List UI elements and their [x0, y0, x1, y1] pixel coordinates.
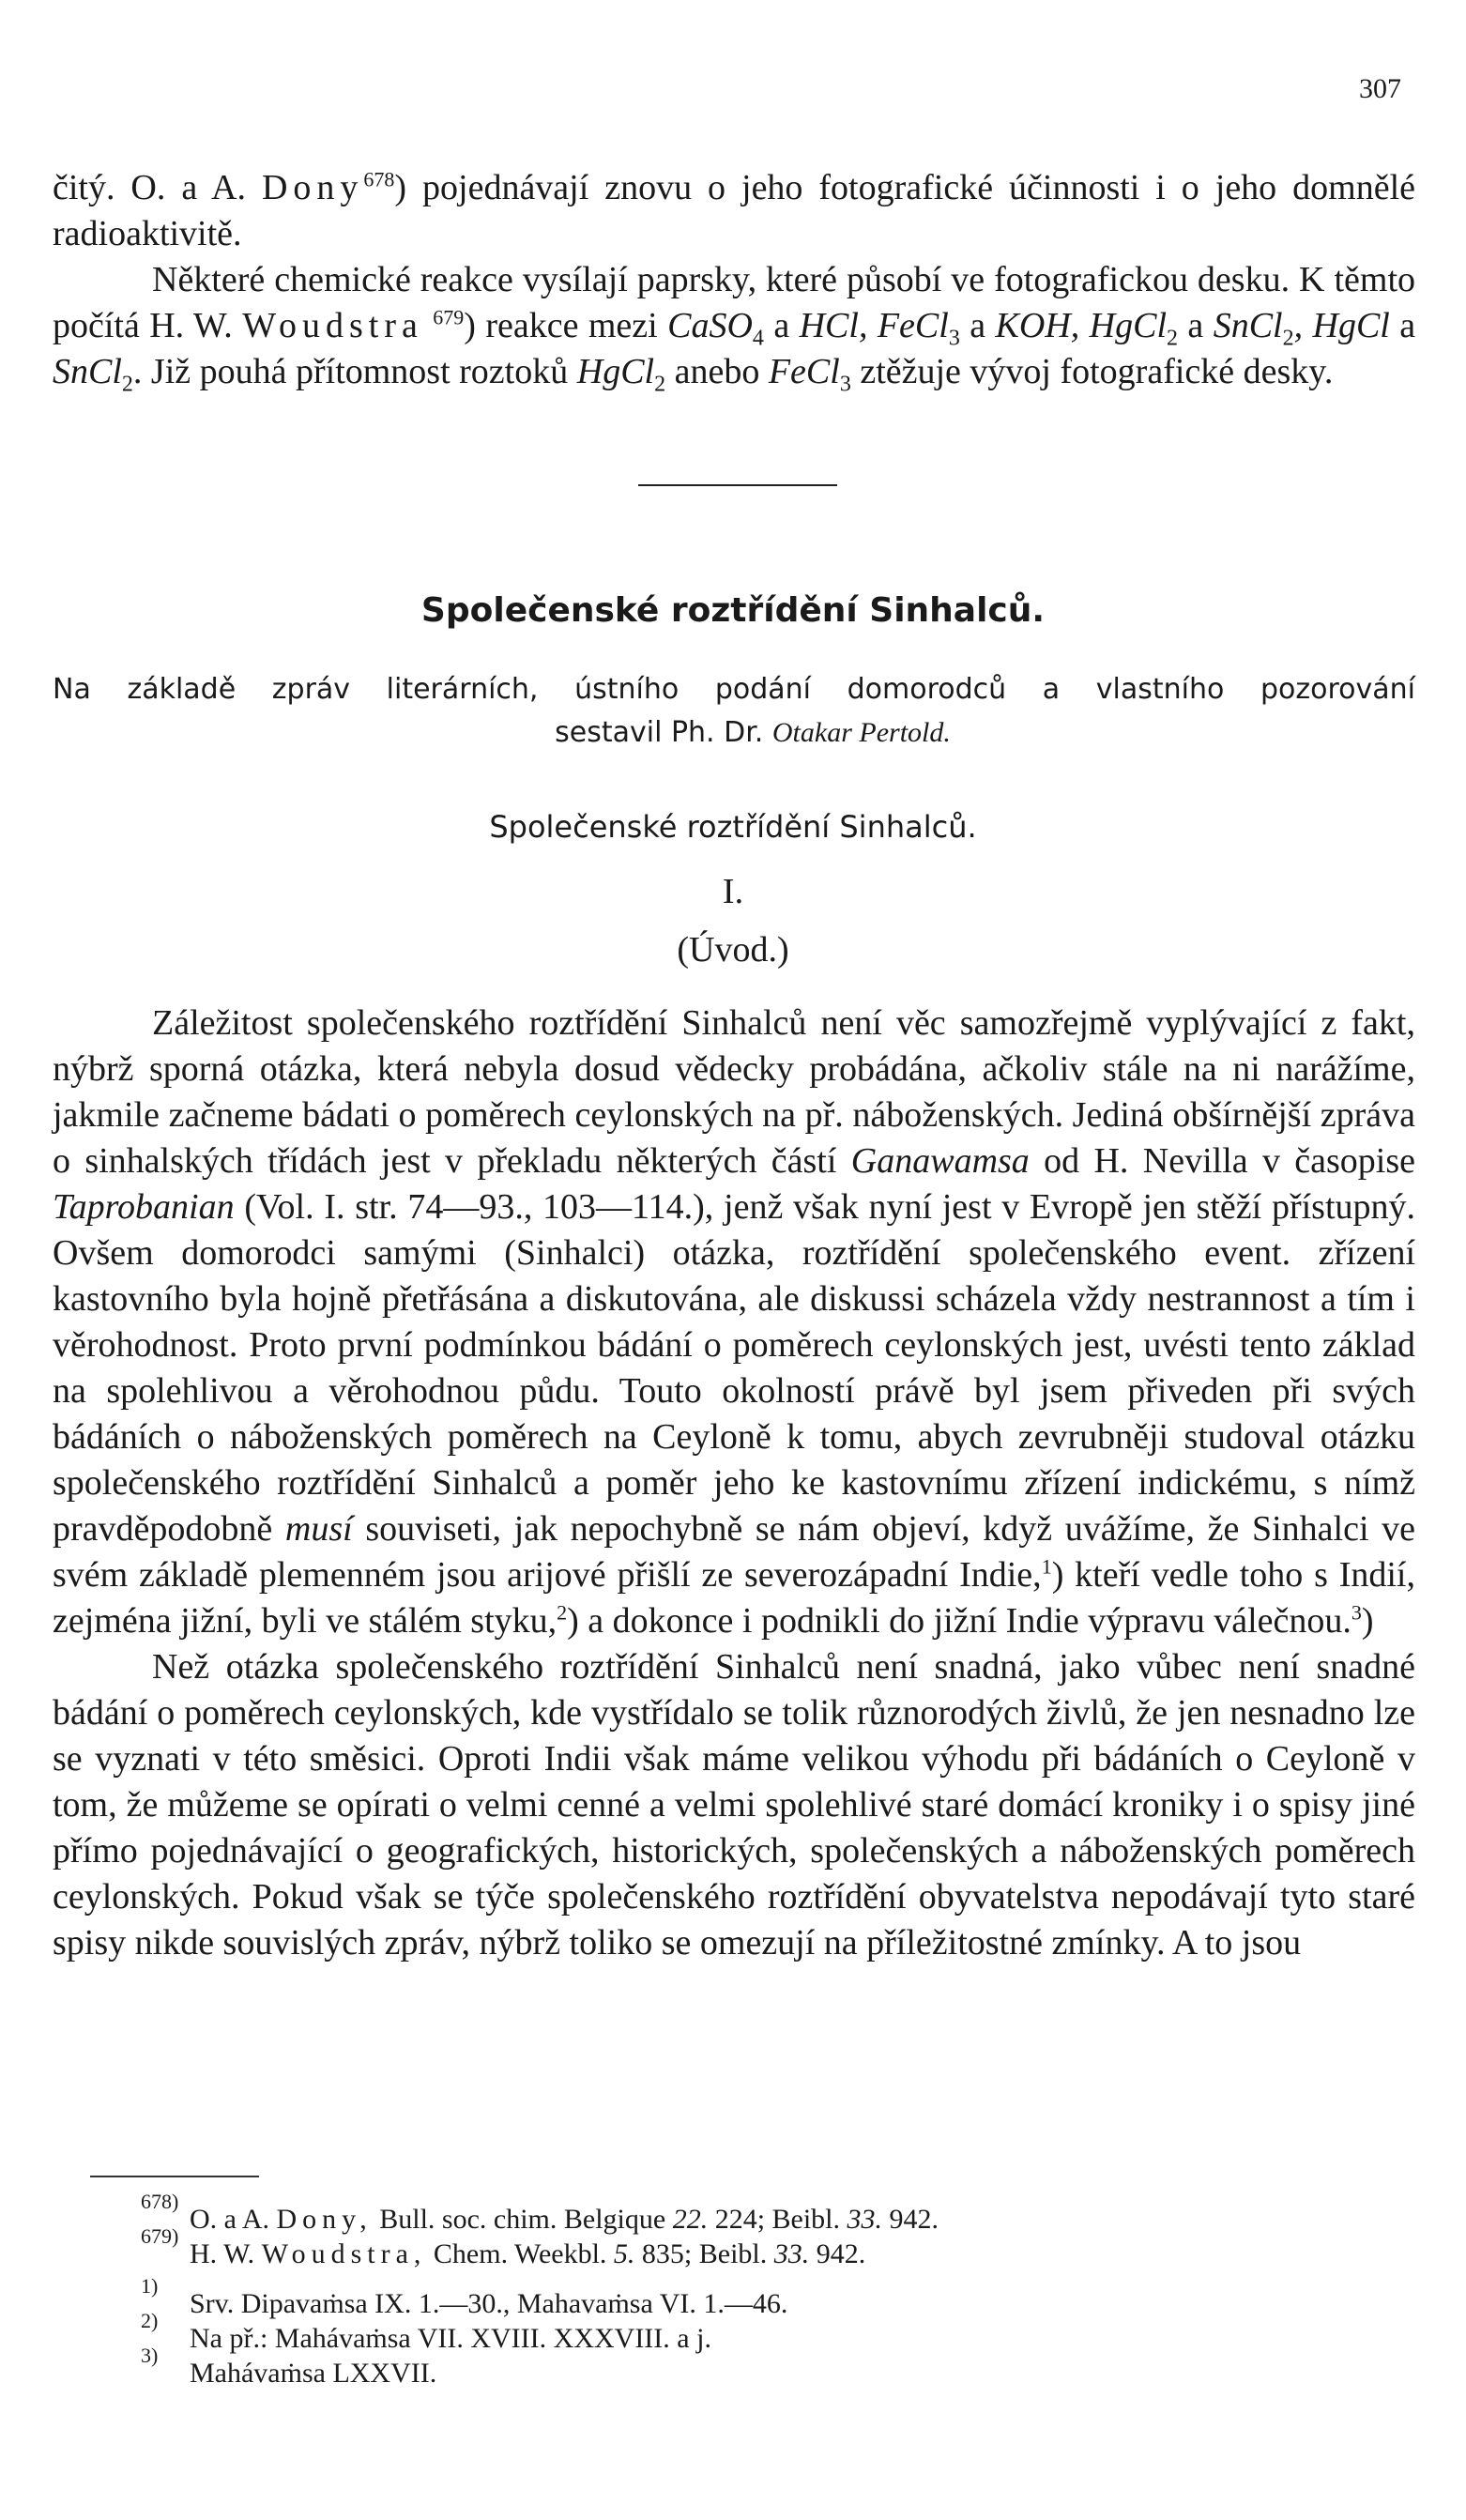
article-body	[53, 1000, 1415, 1966]
article-subtitle: Společenské roztřídění Sinhalců.	[489, 809, 977, 845]
intro-paragraph-2: Některé chemické reakce vysílají paprsky, které působí ve fotografickou desku. K těmto počítá H. W. Woudstra $^{679}$) reakce mezi CaSO$_4$ a HCl, FeCl$_3$ a KOH, HgCl$_2$ a SnCl$_2$, HgCl a SnCl$_2$. Již pouhá přítomnost roztoků HgCl$_2$ anebo FeCl$_3$ ztěžuje vývoj fotografické desky.	[53, 260, 1416, 397]
footnote-divider	[90, 2176, 259, 2177]
footnote-1: 1) Srv. Dipavaṁsa IX. 1.—30., Mahavaṁsa VI. 1.—46.	[141, 2274, 788, 2319]
intro-paragraph-1: čitý. O. a A. Dony$^{678}$) pojednávají znovu o jeho fotografické účinnosti i o jeho domnělé radioaktivitě.	[53, 167, 1415, 253]
byline-line-2: sestavil Ph. Dr. Otakar Pertold.	[555, 716, 951, 749]
section-number: I.	[722, 872, 744, 911]
byline-line-1: Na základě zpráv literárních, ústního podání domorodců a vlastního pozorování	[53, 673, 1415, 706]
section-divider	[638, 484, 837, 486]
footnote-3: 3) Mahávaṁsa LXXVII.	[141, 2344, 437, 2389]
section-title: (Úvod.)	[677, 930, 789, 970]
article-title: Společenské roztřídění Sinhalců.	[420, 591, 1046, 630]
author-name: Otakar Pertold.	[771, 717, 951, 748]
body-paragraph-2: Než otázka společenského roztřídění Sinhalců není snadná, jako vůbec není snadné bádání o poměrech ceylonských, kde vystřídalo se tolik různorodých živlů, že jen nesnadno lze se vyznati v této směsici. Oproti Indii však máme velikou výhodu při bádáních o Ceyloně v tom, že můžeme se opírati o velmi cenné a velmi spolehlivé staré domácí kroniky i o spisy jiné přímo pojednávající o geografických, historických, společenských a náboženských poměrech ceylonských. Pokud však se týče společenského roztřídění obyvatelstva nepodávají tyto staré spisy nikde souvislých zpráv, nýbrž toliko se omezují na příležitostné zmínky. A to jsou	[53, 1647, 1415, 1963]
article-byline	[53, 668, 1415, 755]
footnote-2: 2) Na př.: Mahávaṁsa VII. XVIII. XXXVIII. a j.	[141, 2309, 711, 2354]
footnote-679: 679) H. W. Woudstra, Chem. Weekbl. 5. 835; Beibl. 33. 942.	[141, 2224, 866, 2269]
reference-footnotes	[141, 2190, 1361, 2271]
article-footnotes	[141, 2274, 1361, 2390]
page-number: 307	[1359, 73, 1401, 104]
footnote-678: 678) O. a A. Dony, Bull. soc. chim. Belgique 22. 224; Beibl. 33. 942.	[141, 2190, 939, 2235]
intro-text	[53, 165, 1415, 395]
body-paragraph-1: Záležitost společenského roztřídění Sinhalců není věc samozřejmě vyplývající z fakt, nýbrž sporná otázka, která nebyla dosud vědecky probádána, ačkoliv stále na ni narážíme, jakmile začneme bádati o poměrech ceylonských na př. náboženských. Jediná obšírnější zpráva o sinhalských třídách jest v překladu některých částí Ganawamsa od H. Nevilla v časopise Taprobanian (Vol. I. str. 74—93., 103—114.), jenž však nyní jest v Evropě jen stěží přístupný. Ovšem domorodci samými (Sinhalci) otázka, roztřídění společenského event. zřízení kastovního byla hojně přetřásána a diskutována, ale diskussi scházela vždy nestrannost a tím i věrohodnost. Proto první podmínkou bádání o poměrech ceylonských jest, uvésti tento základ na spolehlivou a věrohodnou půdu. Touto okolností právě byl jsem přiveden při svých bádáních o náboženských poměrech na Ceyloně k tomu, abych zevrubněji studoval otázku společenského roztřídění Sinhalců a poměr jeho ke kastovnímu zřízení indickému, s nímž pravděpodobně musí souviseti, jak nepochybně se nám objeví, když uvážíme, že Sinhalci ve svém základě plemenném jsou arijové přišlí ze severozápadní Indie,$^1$) kteří vedle toho s Indií, zejména jižní, byli ve stálém styku,$^2$) a dokonce i podnikli do jižní Indie výpravu válečnou.$^3$)	[53, 1003, 1416, 1641]
